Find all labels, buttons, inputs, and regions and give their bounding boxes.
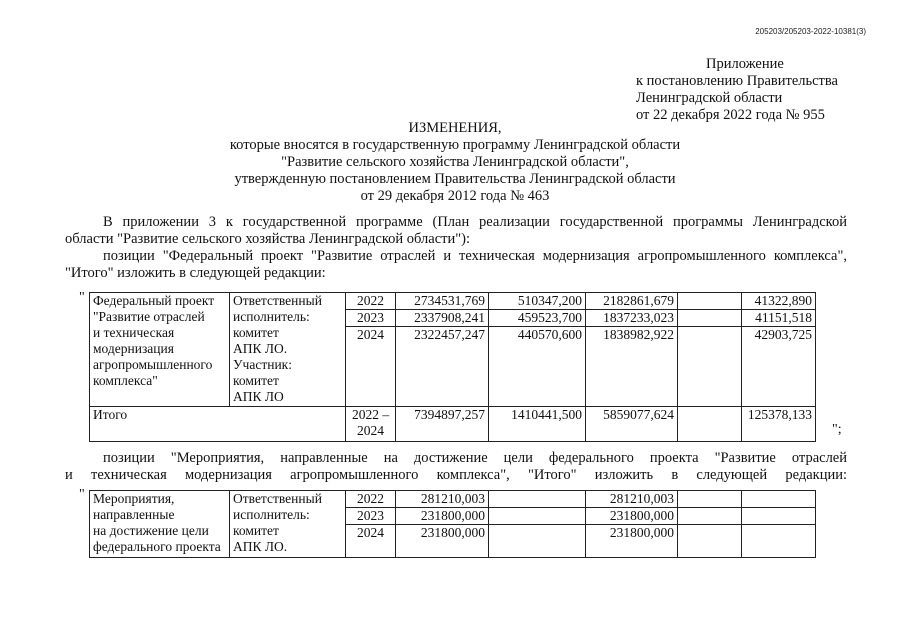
other-cell: 41151,518 [742,310,816,327]
executor-cell [230,293,346,407]
intro-line-1: В приложении 3 к государственной программе (План реализации государственной программы Ленинградской [103,214,847,230]
total-cell: 231800,000 [396,508,489,525]
regional-cell: 5859077,624 [586,407,678,442]
total-cell: 2337908,241 [396,310,489,327]
intro-line-4: "Итого" изложить в следующей редакции: [65,265,326,281]
project-name-line: агропромышленного [93,357,213,372]
federal-cell: 1410441,500 [489,407,586,442]
executor-line: комитет [233,325,279,340]
federal-cell [489,491,586,508]
total-cell: 2734531,769 [396,293,489,310]
appendix-line-2: к постановлению Правительства [636,73,838,89]
activity-name-line: федерального проекта [93,539,221,554]
federal-cell: 459523,700 [489,310,586,327]
year-cell: 2024 [346,327,396,407]
executor-line: Участник: [233,357,292,372]
appendix-line-3: Ленинградской области [636,90,783,106]
table1-open-quote: " [79,290,85,305]
appendix-header [636,56,838,124]
table1-close-mark: "; [832,422,842,437]
activity-name-cell [90,491,230,558]
other-cell: 41322,890 [742,293,816,310]
regional-cell: 231800,000 [586,508,678,525]
federal-cell [489,508,586,525]
total-label-cell: Итого [90,407,346,442]
activity-name-line: на достижение цели [93,523,209,538]
regional-cell: 2182861,679 [586,293,678,310]
executor-line: АПК ЛО [233,389,284,404]
document-title [0,120,900,205]
local-cell [678,525,742,558]
other-cell: 125378,133 [742,407,816,442]
project-name-cell [90,293,230,407]
executor-line: Ответственный [233,293,322,308]
regional-cell: 231800,000 [586,525,678,558]
executor-line: комитет [233,523,279,538]
project-name-line: и техническая [93,325,175,340]
table-row-total [90,407,816,442]
period-cell [346,407,396,442]
federal-cell [489,525,586,558]
table-row [90,491,816,508]
para2-line-1: позиции "Мероприятия, направленные на достижение цели федерального проекта "Развитие отраслей [103,450,847,466]
year-cell: 2024 [346,525,396,558]
local-cell [678,327,742,407]
other-cell [742,525,816,558]
local-cell [678,310,742,327]
executor-line: АПК ЛО. [233,539,288,554]
intro-line-3: позиции "Федеральный проект "Развитие отраслей и техническая модернизация агропромышленного комплекса", [103,248,847,264]
total-cell: 281210,003 [396,491,489,508]
project-name-line: "Развитие отраслей [93,309,205,324]
intro-paragraph [65,214,847,282]
table-federal-project [89,292,816,442]
regional-cell: 1837233,023 [586,310,678,327]
executor-line: комитет [233,373,279,388]
local-cell [678,491,742,508]
period-line: 2022 – [351,407,390,422]
executor-line: Ответственный [233,491,322,506]
other-cell: 42903,725 [742,327,816,407]
para2-line-2: и техническая модернизация агропромышленного комплекса", "Итого" изложить в следующей редакции: [65,467,847,483]
executor-line: исполнитель: [233,507,310,522]
period-line: 2024 [357,423,384,438]
year-cell: 2023 [346,310,396,327]
year-cell: 2023 [346,508,396,525]
regional-cell: 281210,003 [586,491,678,508]
activity-name-line: направленные [93,507,175,522]
para2 [65,450,847,484]
title-line-2: "Развитие сельского хозяйства Ленинградской области", [281,154,629,170]
title-heading: ИЗМЕНЕНИЯ, [408,120,502,136]
project-name-line: модернизация [93,341,174,356]
executor-cell [230,491,346,558]
local-cell [678,508,742,525]
year-cell: 2022 [346,293,396,310]
table-activities [89,490,816,558]
federal-cell: 510347,200 [489,293,586,310]
table2-open-quote: " [79,487,85,502]
project-name-line: Федеральный проект [93,293,215,308]
executor-line: исполнитель: [233,309,310,324]
total-cell: 2322457,247 [396,327,489,407]
title-line-1: которые вносятся в государственную программу Ленинградской области [229,137,681,153]
appendix-line-4: от 22 декабря 2022 года № 955 [636,107,825,123]
appendix-line-1: Приложение [706,56,784,72]
title-line-4: от 29 декабря 2012 года № 463 [360,188,550,204]
regional-cell: 1838982,922 [586,327,678,407]
table-row [90,293,816,310]
other-cell [742,508,816,525]
executor-line: АПК ЛО. [233,341,288,356]
year-cell: 2022 [346,491,396,508]
intro-line-2: области "Развитие сельского хозяйства Ленинградской области"): [65,231,471,247]
total-cell: 231800,000 [396,525,489,558]
local-cell [678,407,742,442]
title-line-3: утвержденную постановлением Правительства Ленинградской области [234,171,676,187]
federal-cell: 440570,600 [489,327,586,407]
other-cell [742,491,816,508]
activity-name-line: Мероприятия, [93,491,175,506]
project-name-line: комплекса" [93,373,158,388]
local-cell [678,293,742,310]
document-id: 205203/205203-2022-10381(3) [755,27,866,36]
total-cell: 7394897,257 [396,407,489,442]
